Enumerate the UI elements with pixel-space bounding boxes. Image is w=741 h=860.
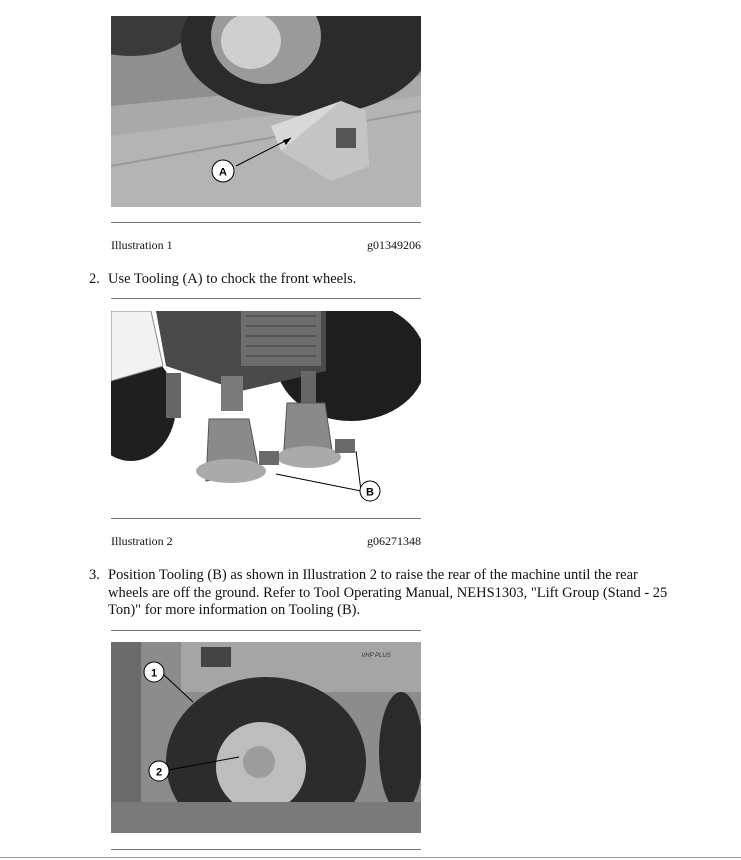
illustration-1-photo xyxy=(111,16,421,207)
illustration-label: Illustration 1 xyxy=(111,238,173,252)
photo-text: VHP PLUS xyxy=(361,653,391,659)
illustration-rule xyxy=(111,298,421,299)
illustration-2-caption xyxy=(111,534,421,549)
callout-b: B xyxy=(366,486,374,499)
caption-rule xyxy=(111,222,421,223)
step-number: 2. xyxy=(89,271,100,287)
illustration-rule xyxy=(111,630,421,631)
illustration-code: g06271348 xyxy=(367,534,421,548)
callout-a: A xyxy=(219,166,227,179)
step-text: Use Tooling (A) to chock the front wheels. xyxy=(108,271,357,287)
step-number: 3. xyxy=(89,567,100,583)
callout-1: 1 xyxy=(150,667,158,680)
step-text: Position Tooling (B) as shown in Illustration 2 to raise the rear of the machine until the rear wheels are off the ground. Refer to Tool Operating Manual, NEHS1303, "Lift Group (Stand - 25 Ton)" for more information on Tooling (B). xyxy=(108,567,668,618)
illustration-code: g01349206 xyxy=(367,238,421,252)
page-bottom-border xyxy=(0,857,741,858)
illustration-label: Illustration 2 xyxy=(111,534,173,548)
illustration-2-photo xyxy=(111,311,421,507)
illustration-1-caption xyxy=(111,238,421,253)
caption-rule xyxy=(111,849,421,850)
caption-rule xyxy=(111,518,421,519)
illustration-3-photo xyxy=(111,642,421,833)
callout-2: 2 xyxy=(155,766,163,779)
